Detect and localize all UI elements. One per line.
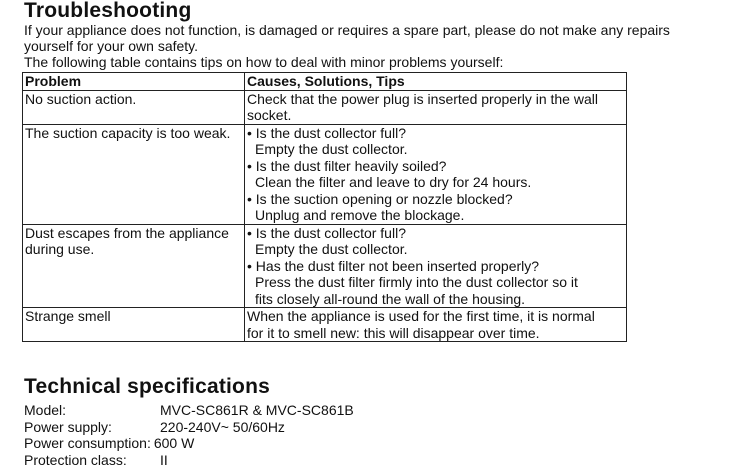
spec-row [24,419,354,436]
troubleshooting-intro [24,22,734,70]
tip-question: • Is the dust collector full? [247,124,406,141]
table-header-row [23,73,627,91]
tip-answer-line: socket. [247,107,292,123]
intro-line: yourself for your own safety. [24,38,199,54]
technical-specifications-title: Technical specifications [24,375,270,398]
spec-value: MVC-SC861R & MVC-SC861B [160,402,354,418]
tip-answer-line: for it to smell new: this will disappear over time. [247,324,540,341]
tip-answer-line: Press the dust filter firmly into the dust collector so it [255,274,578,290]
troubleshooting-table [22,72,627,342]
specifications-list [24,402,354,468]
tips-cell [245,124,627,224]
spec-value: II [160,451,168,468]
tip-item [247,258,624,308]
spec-value: 600 W [153,435,195,451]
intro-line: The following table contains tips on how to deal with minor problems yourself: [24,54,504,70]
tip-answer-line: Empty the dust collector. [255,241,408,257]
tip-answer-line: Check that the power plug is inserted properly in the wall [247,90,598,107]
spec-label: Power supply: [24,418,112,435]
problem-cell: No suction action. [23,90,245,124]
tip-answer-line: fits closely all-round the wall of the housing. [255,290,526,307]
tip-answer-line: Unplug and remove the blockage. [255,207,465,223]
tip-item [247,191,624,224]
problem-cell: Dust escapes from the appliance during use. [23,224,245,308]
tip-answer-line: Clean the filter and leave to dry for 24 hours. [255,174,532,190]
table-row [23,224,627,308]
spec-label: Protection class: [24,451,127,468]
table-row [23,124,627,224]
tip-item [247,125,624,158]
header-problem: Problem [23,73,245,91]
tip-question: • Is the suction opening or nozzle blocked? [247,190,513,207]
tips-cell [245,224,627,308]
spec-value: 220-240V~ 50/60Hz [160,418,285,435]
troubleshooting-title: Troubleshooting [24,0,192,22]
tip-item [247,158,624,191]
table-row [23,90,627,124]
spec-label: Power consumption: [24,435,151,451]
spec-row [24,402,354,419]
tip-item [247,308,624,341]
intro-line: If your appliance does not function, is damaged or requires a spare part, please do not make any repairs [24,22,670,38]
tip-answer-line: When the appliance is used for the first time, it is normal [247,308,595,324]
spec-label: Model: [24,402,67,418]
problem-cell: Strange smell [23,308,245,342]
tip-item [247,225,624,258]
tip-answer-line: Empty the dust collector. [255,141,408,157]
tips-cell [245,308,627,342]
tips-cell [245,90,627,124]
problem-cell: The suction capacity is too weak. [23,124,245,224]
header-causes: Causes, Solutions, Tips [245,73,627,91]
tip-question: • Is the dust collector full? [247,224,406,241]
spec-row [24,452,354,469]
table-row [23,308,627,342]
spec-row [24,435,354,452]
tip-question: • Has the dust filter not been inserted properly? [247,257,540,274]
tip-question: • Is the dust filter heavily soiled? [247,157,447,174]
tip-item [247,91,624,124]
